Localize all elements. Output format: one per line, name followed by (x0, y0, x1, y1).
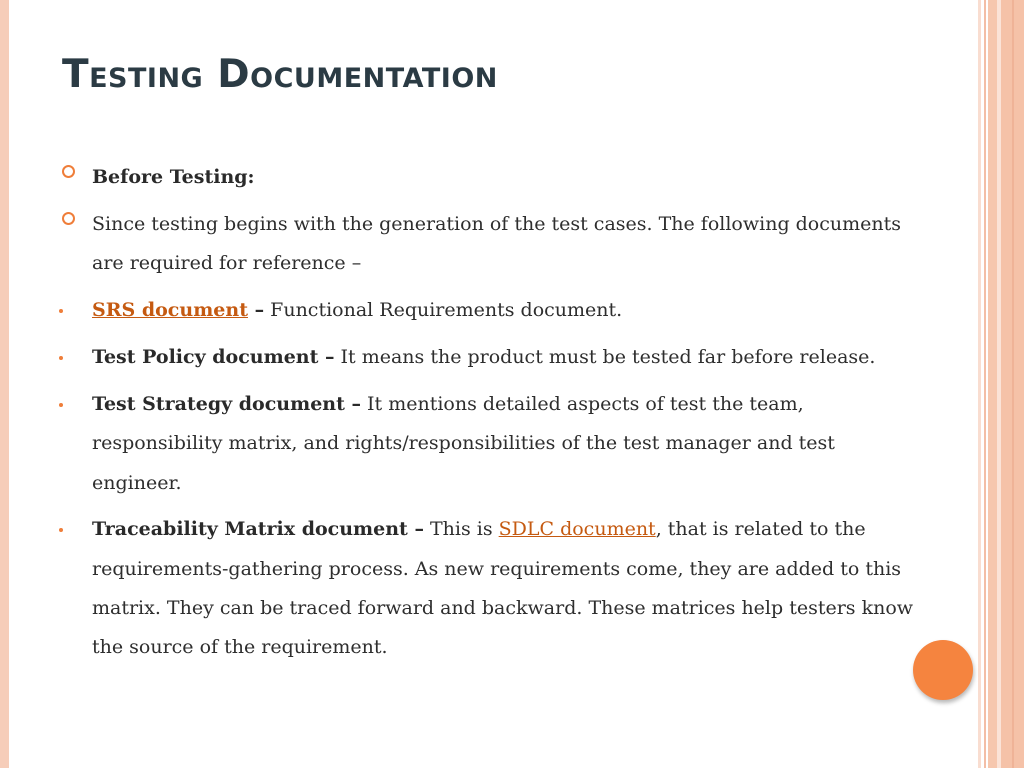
item-text: It mentions detailed aspects of test the team, (361, 393, 804, 415)
item-heading: Test Strategy document – (92, 393, 361, 415)
list-item (92, 298, 622, 322)
item-text: , that is related to the (655, 518, 866, 540)
ring-bullet-icon (62, 165, 75, 178)
list-item-text: matrix. They can be traced forward and backward. These matrices help testers know (92, 597, 914, 619)
slide-title: Testing Documentation (62, 52, 498, 97)
dot-bullet-icon (59, 528, 63, 532)
item-heading: Test Policy document – (92, 346, 335, 368)
srs-document-link[interactable]: SRS document (92, 299, 248, 321)
list-item (92, 517, 866, 541)
list-item-text: the source of the requirement. (92, 636, 388, 658)
item-dash: – (247, 299, 265, 321)
list-item-text: are required for reference – (92, 252, 362, 274)
list-item-text: requirements-gathering process. As new requirements come, they are added to this (92, 558, 902, 580)
item-text: This is (423, 518, 499, 540)
sdlc-document-link[interactable]: SDLC document (498, 518, 656, 540)
list-item-text: engineer. (92, 472, 182, 494)
list-item (92, 345, 875, 369)
list-item-text: Since testing begins with the generation of the test cases. The following documents (92, 213, 902, 235)
item-text: It means the product must be tested far before release. (334, 346, 876, 368)
item-heading: Traceability Matrix document – (92, 518, 424, 540)
dot-bullet-icon (59, 309, 63, 313)
dot-bullet-icon (59, 403, 63, 407)
item-heading: Before Testing: (92, 166, 255, 188)
dot-bullet-icon (59, 356, 63, 360)
list-item-text: responsibility matrix, and rights/responsibilities of the test manager and test (92, 432, 835, 454)
orange-circle-icon (913, 640, 973, 700)
list-item (92, 165, 255, 189)
item-text: Functional Requirements document. (264, 299, 623, 321)
list-item (92, 392, 804, 416)
ring-bullet-icon (62, 212, 75, 225)
